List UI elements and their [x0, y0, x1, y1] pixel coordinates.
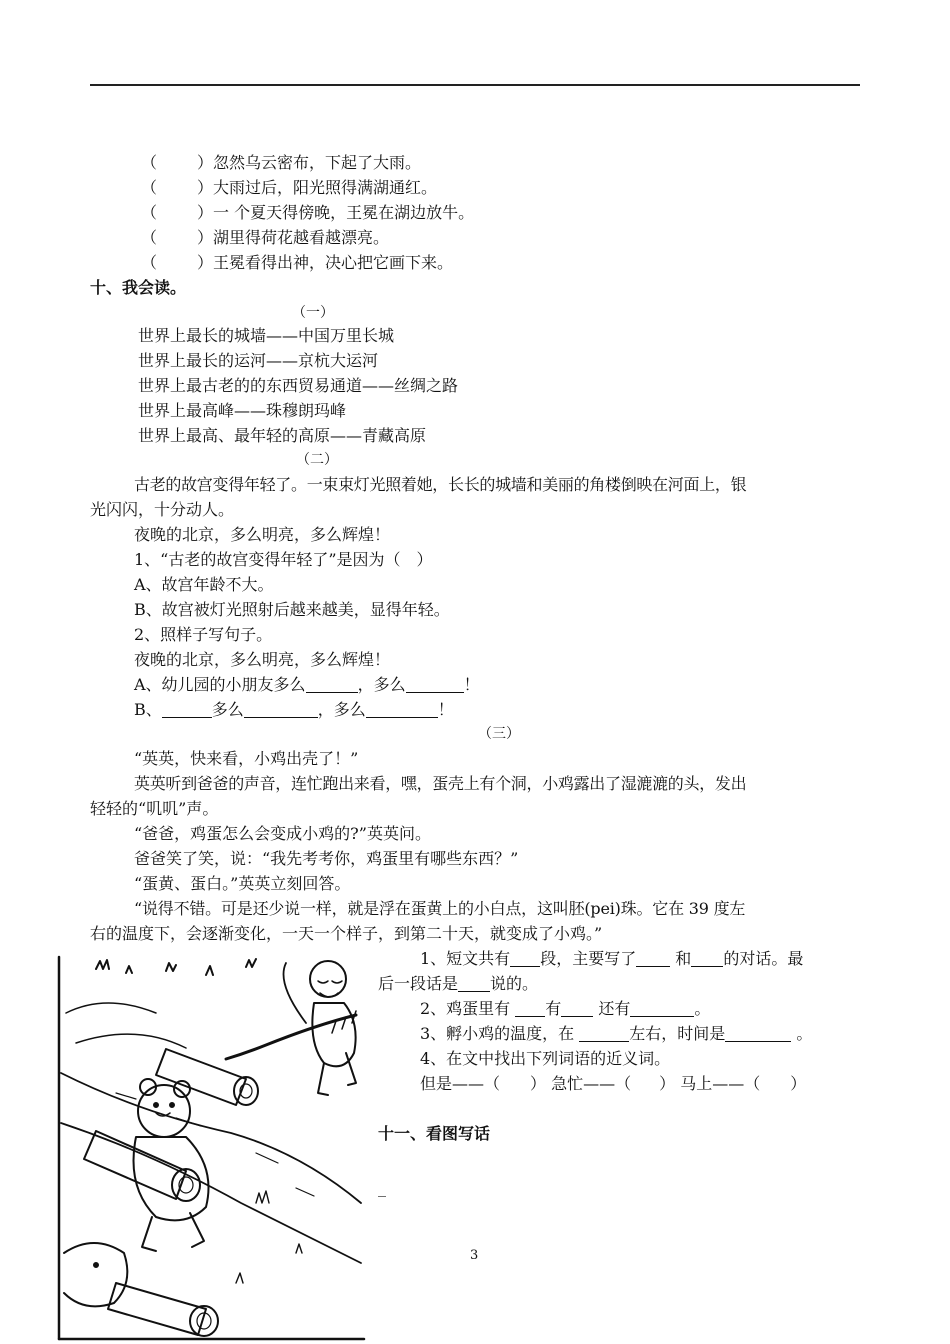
part3-line-2: 英英听到爸爸的声音，连忙跑出来看，嘿，蛋壳上有个洞，小鸡露出了湿漉漉的头，发出 — [134, 774, 747, 793]
order-item-2: （ ）大雨过后，阳光照得满湖通红。 — [141, 178, 438, 197]
question-2: 2、照样子写句子。 — [134, 625, 273, 644]
answer-blank[interactable] — [630, 1000, 694, 1017]
answer-blank[interactable] — [691, 950, 723, 967]
part3-question-1-cont: 后一段话是 说的。 — [378, 974, 539, 993]
order-item-1: （ ）忽然乌云密布，下起了大雨。 — [141, 153, 422, 172]
part3-label: （三） — [478, 726, 520, 742]
part2-text-line-2: 光闪闪，十分动人。 — [90, 500, 235, 519]
writing-line-start[interactable]: _ — [378, 1178, 386, 1197]
part3-question-2: 2、鸡蛋里有 有 还有 。 — [420, 999, 711, 1018]
part3-line-6: “蛋黄、蛋白。”英英立刻回答。 — [134, 874, 351, 893]
part3-question-4: 4、在文中找出下列词语的近义词。 — [420, 1049, 671, 1068]
page-number: 3 — [470, 1248, 479, 1263]
section-10-title: 十、我会读。 — [90, 278, 187, 297]
section-11-title: 十一、看图写话 — [378, 1124, 491, 1143]
question-2-a: A、幼儿园的小朋友多么 ，多么 ！ — [134, 675, 480, 694]
part1-line-2: 世界上最长的运河——京杭大运河 — [138, 351, 379, 370]
illustration-monkey-bear-logs — [56, 953, 368, 1341]
part1-line-1: 世界上最长的城墙——中国万里长城 — [138, 326, 395, 345]
answer-blank[interactable] — [725, 1025, 791, 1042]
question-2-example: 夜晚的北京，多么明亮，多么辉煌！ — [134, 650, 391, 669]
part1-line-5: 世界上最高、最年轻的高原——青藏高原 — [138, 426, 427, 445]
answer-blank[interactable] — [366, 701, 438, 718]
answer-blank[interactable] — [162, 701, 212, 718]
part3-line-8: 右的温度下，会逐渐变化，一天一个样子，到第二十天，就变成了小鸡。” — [90, 924, 603, 943]
order-item-3: （ ）一 个夏天得傍晚，王冕在湖边放牛。 — [141, 203, 475, 222]
part3-question-3: 3、孵小鸡的温度，在 左右，时间是 。 — [420, 1024, 813, 1043]
order-item-5: （ ）王冕看得出神，决心把它画下来。 — [141, 253, 454, 272]
part1-label: （一） — [292, 305, 334, 321]
part3-line-1: “英英，快来看，小鸡出壳了！” — [134, 749, 359, 768]
question-1-option-a: A、故宫年龄不大。 — [134, 575, 274, 594]
part3-line-5: 爸爸笑了笑，说：“我先考考你，鸡蛋里有哪些东西？” — [134, 849, 519, 868]
part2-label: （二） — [296, 452, 338, 468]
answer-blank[interactable] — [458, 975, 490, 992]
synonym-row: 但是——（ ） 急忙——（ ） 马上——（ ） — [420, 1074, 807, 1093]
answer-blank[interactable] — [510, 950, 540, 967]
answer-blank[interactable] — [636, 950, 670, 967]
answer-blank[interactable] — [579, 1025, 629, 1042]
question-1-option-b: B、故宫被灯光照射后越来越美，显得年轻。 — [134, 600, 450, 619]
part3-line-3: 轻轻的“叽叽”声。 — [90, 799, 219, 818]
part1-line-3: 世界上最古老的的东西贸易通道——丝绸之路 — [138, 376, 459, 395]
answer-blank[interactable] — [406, 676, 464, 693]
question-1: 1、“古老的故宫变得年轻了”是因为（ ） — [134, 550, 433, 569]
answer-blank[interactable] — [561, 1000, 593, 1017]
part1-line-4: 世界上最高峰——珠穆朗玛峰 — [138, 401, 347, 420]
part3-line-7: “说得不错。可是还少说一样，就是浮在蛋黄上的小白点，这叫胚(pei)珠。它在 39 度左 — [134, 899, 746, 918]
order-item-4: （ ）湖里得荷花越看越漂亮。 — [141, 228, 390, 247]
part3-question-1: 1、短文共有 段，主要写了 和 的对话。最 — [420, 949, 804, 968]
part3-line-4: “爸爸，鸡蛋怎么会变成小鸡的?”英英问。 — [134, 824, 431, 843]
header-rule — [90, 84, 860, 86]
question-2-b: B、 多么 ，多么 ！ — [134, 700, 454, 719]
answer-blank[interactable] — [306, 676, 358, 693]
part2-text-line-1: 古老的故宫变得年轻了。一束束灯光照着她，长长的城墙和美丽的角楼倒映在河面上，银 — [134, 475, 747, 494]
answer-blank[interactable] — [515, 1000, 545, 1017]
answer-blank[interactable] — [244, 701, 318, 718]
part2-text-line-3: 夜晚的北京，多么明亮，多么辉煌！ — [134, 525, 391, 544]
